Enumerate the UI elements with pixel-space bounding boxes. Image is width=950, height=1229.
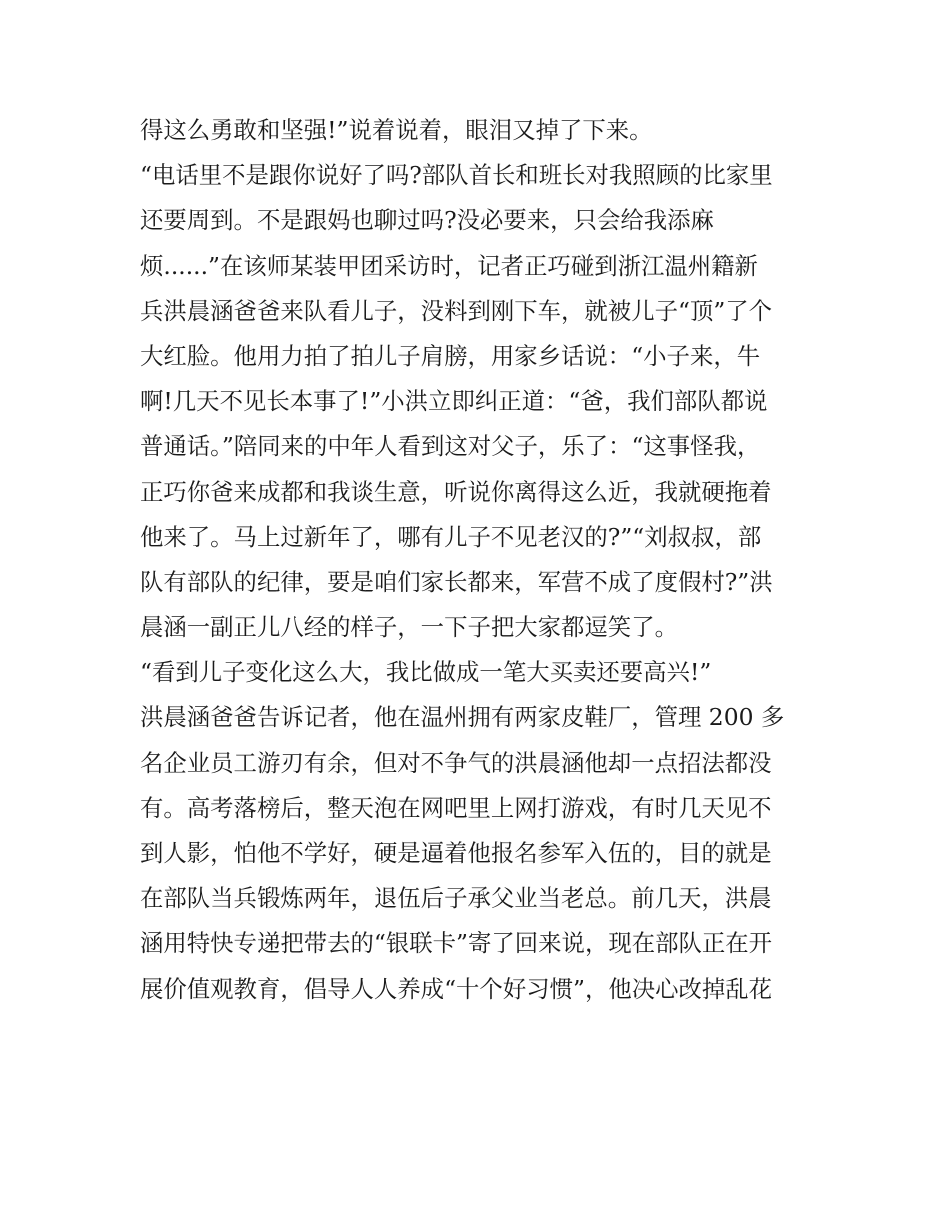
text-line: 在部队当兵锻炼两年，退伍后子承父业当老总。前几天，洪晨: [140, 884, 772, 913]
text-line: 他来了。马上过新年了，哪有儿子不见老汉的?”“刘叔叔，部: [140, 522, 762, 551]
text-line: 队有部队的纪律，要是咱们家长都来，军营不成了度假村?”洪: [140, 567, 773, 596]
text-line: “电话里不是跟你说好了吗?部队首长和班长对我照顾的比家里: [140, 161, 773, 190]
text-line: 到人影，怕他不学好，硬是逼着他报名参军入伍的，目的就是: [140, 839, 772, 867]
text-line: 啊!几天不见长本事了!”小洪立即纠正道：“爸，我们部队都说: [140, 387, 768, 416]
article-body: [140, 108, 830, 1012]
text-line: 烦......”在该师某装甲团采访时，记者正巧碰到浙江温州籍新: [140, 251, 758, 280]
text-line: 有。高考落榜后，整天泡在网吧里上网打游戏，有时几天见不: [140, 793, 772, 822]
text-line: 兵洪晨涵爸爸来队看儿子，没料到刚下车，就被儿子“顶”了个: [140, 296, 773, 325]
text-line: 涵用特快专递把带去的“银联卡”寄了回来说，现在部队正在开: [140, 929, 773, 958]
text-line: 大红脸。他用力拍了拍儿子肩膀，用家乡话说：“小子来，牛: [140, 341, 761, 370]
text-line: 晨涵一副正儿八经的样子，一下子把大家都逗笑了。: [140, 613, 678, 642]
text-line: 展价值观教育，倡导人人养成“十个好习惯”，他决心改掉乱花: [140, 974, 773, 1003]
text-line: 还要周到。不是跟妈也聊过吗?没必要来，只会给我添麻: [140, 206, 714, 235]
text-line: 得这么勇敢和坚强!”说着说着，眼泪又掉了下来。: [140, 116, 653, 144]
text-line: “看到儿子变化这么大，我比做成一笔大买卖还要高兴!”: [140, 658, 712, 687]
text-line: 洪晨涵爸爸告诉记者，他在温州拥有两家皮鞋厂，管理 200 多: [140, 703, 785, 732]
text-line: 正巧你爸来成都和我谈生意，听说你离得这么近，我就硬拖着: [140, 477, 772, 506]
text-line: 名企业员工游刃有余，但对不争气的洪晨涵他却一点招法都没: [140, 748, 772, 777]
text-line: 普通话。”陪同来的中年人看到这对父子，乐了：“这事怪我，: [140, 432, 761, 461]
